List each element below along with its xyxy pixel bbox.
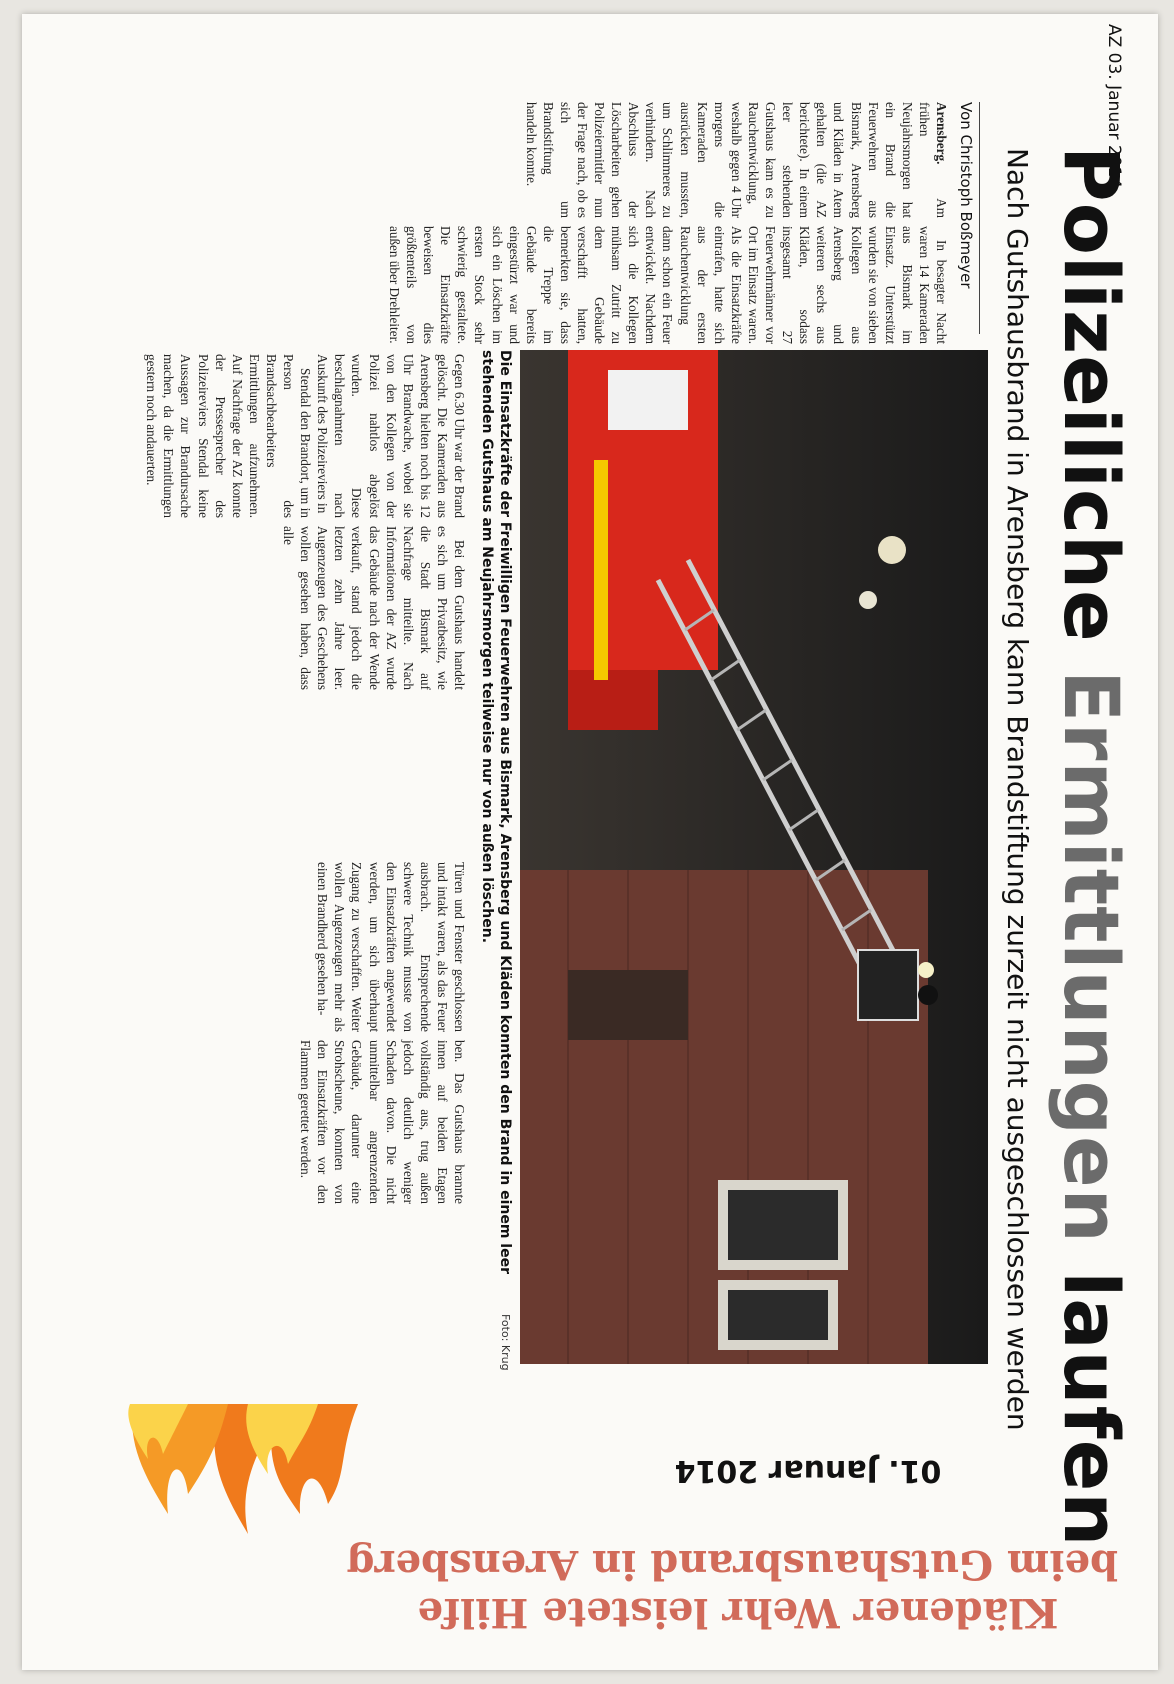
photo-credit: Foto: Krug xyxy=(499,1314,512,1371)
stamp-date: 01. Januar 2014 xyxy=(674,1453,942,1488)
stamp-headline xyxy=(346,1540,1118,1636)
paragraph xyxy=(523,102,950,218)
stamp-headline-line-1: Klädener Wehr leistete Hilfe xyxy=(417,1589,1059,1636)
paragraph: ben. Das Gutshaus brannte innen auf beiden Etagen vollständig aus, trug außen jedoch deutlich weniger Schaden davon. Die nicht unmittelbar angrenzenden Gebäude, darunter eine Strohscheune, konnten von den Einsatzkräften vor den Flammen gerettet werden. xyxy=(298,1040,467,1204)
newspaper-clipping xyxy=(22,14,1158,1670)
stamp-block xyxy=(58,1364,1118,1664)
article-headline xyxy=(1047,146,1136,1548)
headline-part-3: laufen xyxy=(1047,1243,1136,1548)
stamp-inner xyxy=(58,1364,1118,1664)
paragraph: Türen und Fenster geschlossen und intakt waren, als das Feuer ausbrach. Entsprechende schwere Technik musste von den Einsatzkräften angewendet werden, um sich überhaupt Zugang zu verschaffen. Weiter wollen Augenzeugen mehr als einen Brandherd gesehen ha- xyxy=(315,862,467,1032)
text-column-2 xyxy=(386,226,950,344)
flames-icon xyxy=(98,1404,358,1544)
text-column-4 xyxy=(280,526,468,690)
headline-part-2: Ermittlungen xyxy=(1047,670,1136,1244)
dateline: Arensberg. xyxy=(934,102,949,165)
byline: Von Christoph Boßmeyer xyxy=(957,102,980,334)
headline-part-1: Polizeiliche xyxy=(1047,146,1136,671)
edition-line: AZ 03. Januar 2014 xyxy=(1104,24,1124,189)
text-column-3 xyxy=(143,354,468,518)
paragraph: Stendal den Brandort, um in Person des Brandsachbearbeiters Ermittlungen aufzunehmen. Auf Nachfrage der AZ konnte der Pressesprecher des Polizeireviers Stendal keine Aussagen zur Brandursache machen, da die Ermittlungen gestern noch andauerten. xyxy=(144,354,314,518)
fire-scene-illustration xyxy=(520,350,988,1364)
article-rotated-layer xyxy=(22,14,1158,1670)
fire-photo xyxy=(520,350,988,1364)
text-column-5 xyxy=(314,862,468,1032)
paragraph: In besagter Nacht waren 14 Kameraden aus Bismark im Einsatz. Unterstützt wurden sie von sieben Kollegen aus Arensberg und weiteren sechs aus Kläden, sodass insgesamt 27 Feuerwehrmänner vor Ort im Einsatz waren. Als die Einsatzkräfte eintrafen, hatte sich aus der ersten Rauchentwicklung dann schon ein Feuer entwickelt. Nachdem sich die Kollegen mühsam Zutritt zu dem Gebäude verschafft hatten, bemerkten sie, dass die Treppe im Gebäude bereits eingestürzt war und sich ein Löschen im ersten Stock sehr schwierig gestaltete. Die Einsatzkräfte beweisen dies größtenteils von außen über Drehleiter. xyxy=(387,226,949,344)
text-column-1 xyxy=(523,102,950,218)
text-column-6 xyxy=(297,1040,468,1204)
paragraph-text: Am frühen Neujahrsmorgen hat ein Brand die Feuerwehren aus Bismark, Arensberg und Kläden in Atem gehalten (die AZ berichtete). In einem leer stehenden Gutshaus kam es zu Rauchentwicklung, weshalb gegen 4 Uhr morgens die Kameraden ausrücken mussten, um Schlimmeres zu verhindern. Nach Abschluss der Löscharbeiten gehen Polizeiermittler nun der Frage nach, ob es sich um Brandstiftung handeln konnte. xyxy=(523,102,949,218)
article-subtitle: Nach Gutshausbrand in Arensberg kann Brandstiftung zurzeit nicht ausgeschlossen werden xyxy=(1001,148,1034,1431)
paragraph: Bei dem Gutshaus handelt es sich um Privatbesitz, wie die Stadt Bismark auf Nachfrage mitteilte. Nach Informationen der AZ wurde das Gebäude nach der Wende verkauft, stand jedoch die letzten zehn Jahre leer. Augenzeugen des Geschehens wollen gesehen haben, dass alle xyxy=(281,526,467,690)
photo-caption: Die Einsatzkräfte der Freiwilligen Feuerwehren aus Bismark, Arensberg und Kläden konnten den Brand in einem leer stehenden Gutshaus am Neujahrsmorgen teilweise nur von außen löschen. xyxy=(479,350,513,1274)
stamp-headline-line-2: beim Gutshausbrand in Arensberg xyxy=(346,1541,1118,1588)
paragraph: Gegen 6.30 Uhr war der Brand gelöscht. Die Kameraden aus Arensberg hielten noch bis 12 Uhr Brandwache, wobei sie von den Kollegen von der Polizei nahtlos abgelöst wurden. Diese beschlagnahmten nach Auskunft des Polizeireviers in xyxy=(315,354,467,518)
